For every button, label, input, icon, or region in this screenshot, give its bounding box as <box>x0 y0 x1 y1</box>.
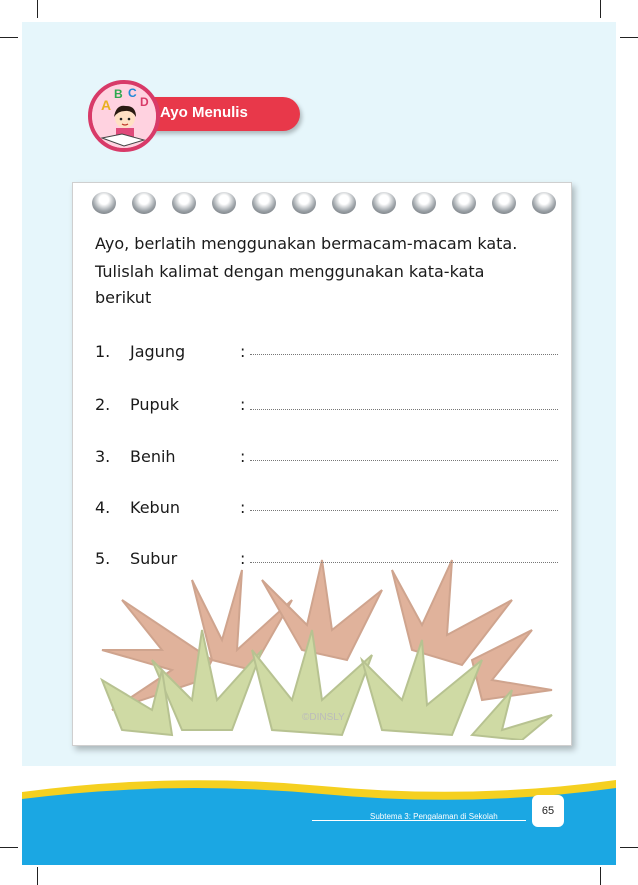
crop-mark <box>620 847 638 848</box>
item-number: 2. <box>95 395 111 414</box>
item-colon: : <box>240 342 246 361</box>
crop-mark <box>37 0 38 18</box>
item-word: Jagung <box>130 342 186 361</box>
girl-writing-icon <box>88 80 160 152</box>
item-word: Subur <box>130 549 178 568</box>
page-number: 65 <box>532 795 564 827</box>
item-number: 3. <box>95 447 111 466</box>
answer-line[interactable] <box>250 561 558 563</box>
svg-text:D: D <box>140 95 149 109</box>
binder-hole <box>172 192 196 214</box>
instruction-line-3: berikut <box>95 288 152 307</box>
answer-line[interactable] <box>250 509 558 511</box>
binder-hole <box>532 192 556 214</box>
crop-mark <box>37 867 38 885</box>
item-number: 4. <box>95 498 111 517</box>
binder-hole <box>252 192 276 214</box>
answer-line[interactable] <box>250 353 558 355</box>
item-word: Pupuk <box>130 395 180 414</box>
crop-mark <box>600 0 601 18</box>
crop-mark <box>620 37 638 38</box>
binder-hole <box>332 192 356 214</box>
section-title: Ayo Menulis <box>160 104 248 121</box>
item-colon: : <box>240 549 246 568</box>
item-number: 5. <box>95 549 111 568</box>
item-word: Benih <box>130 447 176 466</box>
instruction-line-2: Tulislah kalimat dengan menggunakan kata-kata <box>95 262 485 281</box>
item-number: 1. <box>95 342 111 361</box>
crop-mark <box>0 847 18 848</box>
binder-hole <box>212 192 236 214</box>
binder-hole <box>132 192 156 214</box>
binder-hole <box>412 192 436 214</box>
plants-illustration <box>92 540 562 740</box>
footer-wave <box>22 772 616 865</box>
binder-hole <box>492 192 516 214</box>
binder-holes <box>92 192 562 216</box>
item-colon: : <box>240 395 246 414</box>
binder-hole <box>452 192 476 214</box>
item-colon: : <box>240 498 246 517</box>
svg-text:A: A <box>101 97 112 113</box>
item-word: Kebun <box>130 498 180 517</box>
crop-mark <box>600 867 601 885</box>
svg-text:B: B <box>114 87 123 101</box>
binder-hole <box>92 192 116 214</box>
watermark-text: ©DINSLY <box>302 712 345 723</box>
svg-text:C: C <box>128 86 137 100</box>
subtheme-label: Subtema 3: Pengalaman di Sekolah <box>370 812 498 821</box>
instruction-line-1: Ayo, berlatih menggunakan bermacam-macam kata. <box>95 234 518 253</box>
crop-mark <box>0 37 18 38</box>
binder-hole <box>292 192 316 214</box>
answer-line[interactable] <box>250 459 558 461</box>
binder-hole <box>372 192 396 214</box>
item-colon: : <box>240 447 246 466</box>
answer-line[interactable] <box>250 408 558 410</box>
